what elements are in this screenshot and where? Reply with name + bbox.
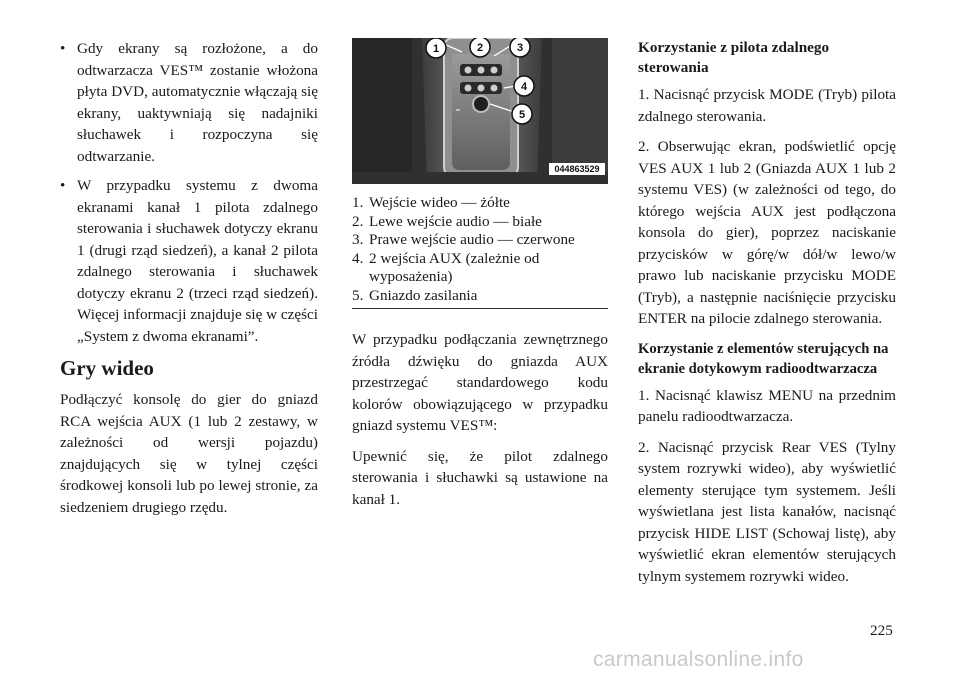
touchscreen-step-2: 2. Nacisnąć przycisk Rear VES (Tylny system rozrywki wideo), aby wyświetlić elementy sterujące tym systemem. Jeśli wyświetlana jest lista kanałów, nacisnąć przycisk HIDE LIST (Schowaj listę), aby wyświetlić ekran elementów sterujących tylnym systemem rozrywki wideo. <box>638 438 896 585</box>
callout-5: 5 <box>518 109 526 121</box>
color-code-paragraph: W przypadku podłączania zewnętrznego źródła dźwięku do gniazda AUX przestrzegać standardowego kodu kolorów obowiązującego w przypadku gniazd systemu VES™: <box>352 331 608 434</box>
right-column <box>638 38 896 596</box>
legend-text: 2 wejścia AUX (zależnie od wyposażenia) <box>369 249 540 285</box>
legend-number: 5. <box>352 286 364 304</box>
legend-item <box>352 287 608 306</box>
bullet-item <box>60 38 318 167</box>
bullet-text: W przypadku systemu z dwoma ekranami kanał 1 pilota zdalnego sterowania i słuchawek dotyczy ekranu 1 (drugi rząd siedzeń), a kanał 2 pilota zdalnego sterowania i słuchawek dotyczy ekranu 2 (trzeci rząd siedzeń). Więcej informacji znajduje się w części „System z dwoma ekranami”. <box>77 177 319 345</box>
callout-4: 4 <box>520 81 528 93</box>
legend-number: 1. <box>352 194 364 211</box>
section-heading-video-games: Gry wideo <box>60 356 154 380</box>
watermark: carmanualsonline.info <box>593 648 804 671</box>
bullet-text: Gdy ekrany są rozłożone, a do odtwarzacza VES™ zostanie włożona płyta DVD, automatycznie włączają się ekrany, uaktywniają się nadajniki słuchawek i rozpoczyna się odtwarzanie. <box>77 40 318 165</box>
legend-text: Lewe wejście audio — białe <box>369 212 542 230</box>
bullet-marker: • <box>60 40 66 57</box>
legend-item <box>352 231 608 250</box>
legend-number: 4. <box>352 249 364 267</box>
legend-text: Wejście wideo — żółte <box>369 194 510 211</box>
figure-code: 044863529 <box>554 164 600 174</box>
callout-1: 1 <box>432 43 440 55</box>
middle-column <box>352 38 608 519</box>
legend-number: 2. <box>352 212 364 230</box>
touchscreen-heading: Korzystanie z elementów sterujących na ekranie dotykowym radioodtwarzacza <box>638 340 889 377</box>
callout-3: 3 <box>516 42 524 54</box>
bullet-item <box>60 175 318 347</box>
video-games-paragraph: Podłączyć konsolę do gier do gniazd RCA wejścia AUX (1 lub 2 zestawy, w zależności od wersji pojazdu) znajdujących się w tylnej części środkowej konsoli lub po lewej stronie, za siedzeniem drugiego rzędu. <box>60 391 318 516</box>
bullet-marker: • <box>60 177 66 194</box>
page-number: 225 <box>870 622 893 639</box>
legend-item <box>352 250 608 287</box>
aux-jacks-figure <box>352 38 608 184</box>
touchscreen-step-1: 1. Nacisnąć klawisz MENU na przednim panelu radioodtwarzacza. <box>638 386 896 425</box>
legend-text: Gniazdo zasilania <box>369 286 478 304</box>
legend-item <box>352 194 608 213</box>
legend-item <box>352 213 608 232</box>
channel-paragraph: Upewnić się, że pilot zdalnego sterowania i słuchawki są ustawione na kanał 1. <box>352 447 608 508</box>
legend-text: Prawe wejście audio — czerwone <box>369 231 575 248</box>
remote-step-2: 2. Obserwując ekran, podświetlić opcję VES AUX 1 lub 2 (Gniazda AUX 1 lub 2 systemu VES) (w zależności od tego, do którego wejścia AUX jest podłączona konsola do gier), poprzez naciskanie przycisków w górę/w dół/w lewo/w prawo lub naciskanie przycisku MODE (Tryb), a następnie naciśnięcie przycisku ENTER na pilocie zdalnego sterowania. <box>638 138 896 327</box>
aux-panel-illustration <box>352 38 608 184</box>
remote-step-1: 1. Nacisnąć przycisk MODE (Tryb) pilota zdalnego sterowania. <box>638 86 896 125</box>
legend-number: 3. <box>352 231 364 248</box>
figure-legend <box>352 194 608 309</box>
remote-control-heading: Korzystanie z pilota zdalnego sterowania <box>638 39 830 76</box>
left-column <box>60 38 318 527</box>
callout-2: 2 <box>476 42 484 54</box>
